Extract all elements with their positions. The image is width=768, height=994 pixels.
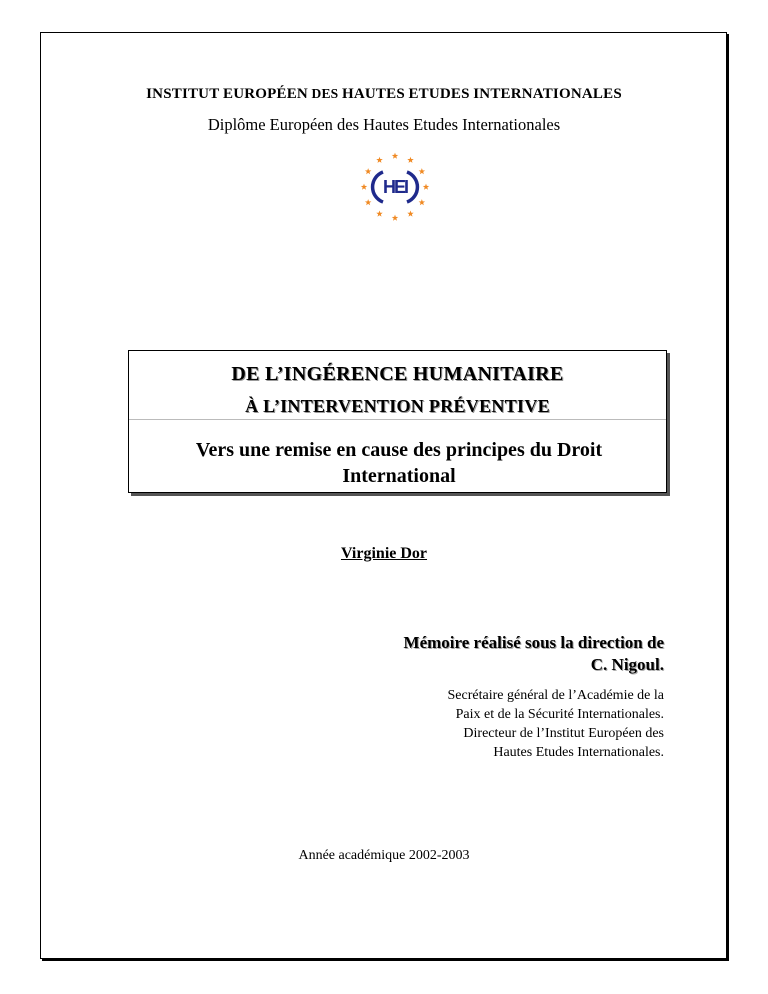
memoire-supervision: Mémoire réalisé sous la direction de C. Nigoul. [403, 633, 664, 674]
ieehei-logo-icon [359, 151, 431, 223]
logo-star-icon [365, 168, 371, 174]
institute-name-word: HAUTES [341, 86, 405, 102]
logo-star-icon [361, 184, 367, 190]
main-title-line-1: DE L’INGÉRENCE HUMANITAIRE [231, 363, 564, 385]
logo-star-icon [407, 157, 413, 163]
diploma-title: Diplôme Européen des Hautes Etudes Internationales [207, 115, 561, 134]
director-title-line: Hautes Etudes Internationales. [493, 745, 664, 760]
logo-star-icon [365, 199, 371, 205]
logo-star-icon [376, 157, 382, 163]
institute-name-word: DES [311, 86, 339, 101]
logo-star-icon [423, 184, 429, 190]
logo-star-icon [419, 168, 425, 174]
director-title-line: Secrétaire général de l’Académie de la [447, 688, 664, 703]
director-title-line: Paix et de la Sécurité Internationales. [455, 707, 664, 722]
institute-name-word: EUROPÉEN [223, 86, 308, 102]
academic-year: Année académique 2002-2003 [298, 848, 470, 863]
director-title-line: Directeur de l’Institut Européen des [463, 726, 664, 741]
logo-star-icon [392, 215, 398, 221]
institute-name-word: ETUDES [408, 86, 470, 102]
author-name: Virginie Dor [340, 545, 428, 562]
main-title-line-2: À L’INTERVENTION PRÉVENTIVE [245, 396, 550, 416]
logo-star-icon [419, 199, 425, 205]
institute-name-word: INTERNATIONALES [473, 86, 622, 102]
director-titles [380, 686, 664, 762]
institute-name [0, 86, 768, 103]
logo-letters: HEI [382, 177, 408, 197]
logo-emblem [373, 172, 418, 202]
title-box [128, 350, 667, 493]
subtitle: Vers une remise en cause des principes du Droit International [195, 439, 603, 487]
title-separator [129, 419, 666, 424]
logo-star-icon [392, 153, 398, 159]
institute-name-word: INSTITUT [146, 86, 220, 102]
logo-star-icon [376, 210, 382, 216]
logo-star-icon [407, 210, 413, 216]
